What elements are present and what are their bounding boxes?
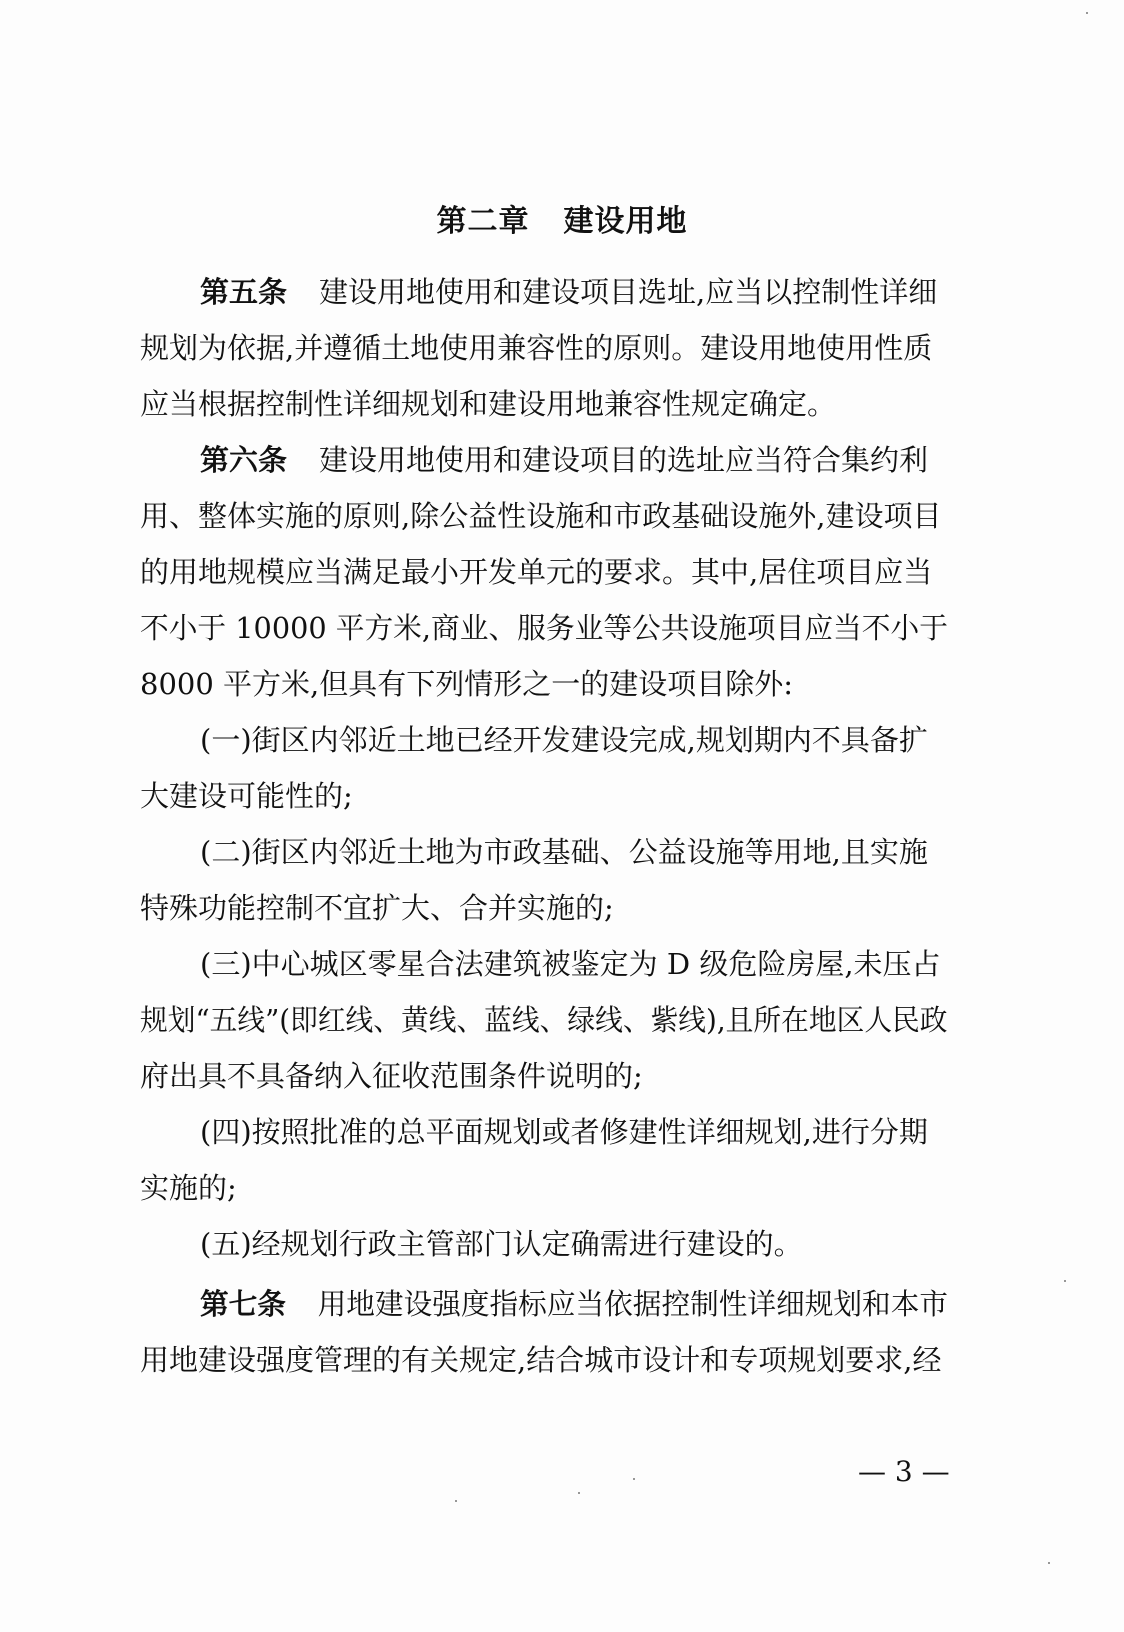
article-7-label: 第七条 — [200, 1287, 286, 1321]
article-6-text-1: 建设用地使用和建设项目的选址应当符合集约利 — [319, 443, 929, 477]
article-6-line-5: 8000 平方米,但具有下列情形之一的建设项目除外: — [140, 667, 794, 701]
article-5-line-2: 规划为依据,并遵循土地使用兼容性的原则。建设用地使用性质 — [140, 331, 933, 365]
item-5-line-1: (五)经规划行政主管部门认定确需进行建设的。 — [200, 1227, 803, 1261]
scan-speck — [633, 1478, 635, 1480]
item-3-line-2: 规划“五线”(即红线、黄线、蓝线、绿线、紫线),且所在地区人民政 — [140, 1003, 948, 1037]
article-6-line-2: 用、整体实施的原则,除公益性设施和市政基础设施外,建设项目 — [140, 499, 942, 533]
item-2-line-2: 特殊功能控制不宜扩大、合并实施的; — [140, 891, 614, 925]
scan-speck — [1086, 12, 1088, 14]
article-5-text-1: 建设用地使用和建设项目选址,应当以控制性详细 — [319, 275, 938, 309]
article-7-text-1: 用地建设强度指标应当依据控制性详细规划和本市 — [317, 1287, 949, 1321]
scan-speck — [1048, 1562, 1050, 1564]
item-1-line-2: 大建设可能性的; — [140, 779, 353, 813]
article-7-line-1 — [200, 1284, 948, 1324]
article-5-line-3: 应当根据控制性详细规划和建设用地兼容性规定确定。 — [140, 387, 837, 421]
article-6-line-3: 的用地规模应当满足最小开发单元的要求。其中,居住项目应当 — [140, 555, 933, 589]
item-4-line-2: 实施的; — [140, 1171, 237, 1205]
item-3-line-3: 府出具不具备纳入征收范围条件说明的; — [140, 1059, 643, 1093]
item-2-line-1: (二)街区内邻近土地为市政基础、公益设施等用地,且实施 — [200, 835, 928, 869]
article-6-label: 第六条 — [200, 443, 288, 477]
chapter-name: 建设用地 — [563, 204, 688, 239]
article-5-line-1 — [200, 272, 937, 312]
item-4-line-1: (四)按照批准的总平面规划或者修建性详细规划,进行分期 — [200, 1115, 928, 1149]
item-3-line-1: (三)中心城区零星合法建筑被鉴定为 D 级危险房屋,未压占 — [200, 947, 941, 981]
article-5-label: 第五条 — [200, 275, 288, 309]
scan-speck — [1064, 1280, 1066, 1282]
item-1-line-1: (一)街区内邻近土地已经开发建设完成,规划期内不具备扩 — [200, 723, 928, 757]
article-6-line-1 — [200, 440, 928, 480]
scan-speck — [455, 1500, 457, 1502]
chapter-title — [0, 196, 1124, 240]
article-6-line-4: 不小于 10000 平方米,商业、服务业等公共设施项目应当不小于 — [140, 611, 948, 645]
article-7-line-2: 用地建设强度管理的有关规定,结合城市设计和专项规划要求,经 — [140, 1343, 942, 1377]
page-number: — 3 — — [858, 1455, 950, 1488]
chapter-number: 第二章 — [436, 204, 530, 239]
scan-speck — [578, 1492, 580, 1494]
